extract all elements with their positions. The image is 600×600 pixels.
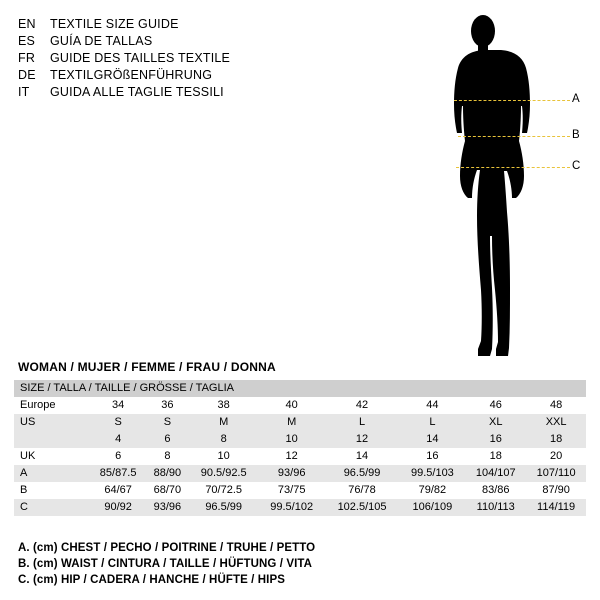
table-cell: 99.5/103: [400, 465, 466, 482]
table-cell: 99.5/102: [259, 499, 325, 516]
language-code: DE: [18, 68, 36, 82]
table-cell: 14: [325, 448, 400, 465]
language-row: [18, 33, 318, 50]
table-row: [14, 448, 586, 465]
table-cell: 16: [465, 431, 526, 448]
table-cell: 114/119: [526, 499, 586, 516]
table-cell: 93/96: [146, 499, 188, 516]
table-row: [14, 397, 586, 414]
chest-guide-line: [454, 100, 570, 101]
table-cell: 40: [259, 397, 325, 414]
hip-guide-line: [456, 167, 570, 168]
table-cell: 8: [146, 448, 188, 465]
table-cell: 42: [325, 397, 400, 414]
table-cell: 79/82: [400, 482, 466, 499]
table-cell: 104/107: [465, 465, 526, 482]
table-cell: 48: [526, 397, 586, 414]
table-cell: 34: [90, 397, 146, 414]
table-header-row: [14, 380, 586, 397]
table-cell: 44: [400, 397, 466, 414]
row-label: UK: [14, 448, 90, 465]
table-caption: WOMAN / MUJER / FEMME / FRAU / DONNA: [18, 360, 276, 374]
table-cell: 106/109: [400, 499, 466, 516]
measure-label-a: A: [572, 93, 580, 105]
language-row: [18, 67, 318, 84]
note-chest: A. (cm) CHEST / PECHO / POITRINE / TRUHE / PETTO: [18, 542, 316, 554]
table-cell: 96.5/99: [325, 465, 400, 482]
language-header-block: [18, 16, 318, 101]
row-label: [14, 431, 90, 448]
table-cell: 4: [90, 431, 146, 448]
table-cell: 76/78: [325, 482, 400, 499]
table-row: [14, 465, 586, 482]
measurement-notes: [18, 540, 578, 588]
table-row: [14, 499, 586, 516]
table-header-cell: SIZE / TALLA / TAILLE / GRÖSSE / TAGLIA: [14, 380, 586, 397]
table-cell: 36: [146, 397, 188, 414]
language-title: TEXTILGRÖßENFÜHRUNG: [50, 68, 213, 82]
table-cell: 10: [259, 431, 325, 448]
table-cell: M: [259, 414, 325, 431]
table-cell: 102.5/105: [325, 499, 400, 516]
table-cell: 38: [189, 397, 259, 414]
language-row: [18, 16, 318, 33]
language-title: GUIDA ALLE TAGLIE TESSILI: [50, 85, 224, 99]
table-cell: S: [146, 414, 188, 431]
table-row: [14, 482, 586, 499]
table-row: [14, 431, 586, 448]
table-cell: 16: [400, 448, 466, 465]
table-cell: 85/87.5: [90, 465, 146, 482]
table-cell: 83/86: [465, 482, 526, 499]
waist-guide-line: [458, 136, 570, 137]
female-silhouette-icon: [420, 8, 590, 373]
language-row: [18, 84, 318, 101]
table-cell: 70/72.5: [189, 482, 259, 499]
table-cell: 90/92: [90, 499, 146, 516]
row-label: C: [14, 499, 90, 516]
table-cell: 8: [189, 431, 259, 448]
table-cell: 46: [465, 397, 526, 414]
language-code: EN: [18, 17, 36, 31]
note-waist: B. (cm) WAIST / CINTURA / TAILLE / HÜFTUNG / VITA: [18, 558, 313, 570]
table-cell: 64/67: [90, 482, 146, 499]
table-cell: 96.5/99: [189, 499, 259, 516]
table-cell: 12: [325, 431, 400, 448]
language-code: ES: [18, 34, 36, 48]
row-label: Europe: [14, 397, 90, 414]
table-cell: 87/90: [526, 482, 586, 499]
table-cell: L: [325, 414, 400, 431]
table-cell: 88/90: [146, 465, 188, 482]
table-row: [14, 414, 586, 431]
table-cell: XXL: [526, 414, 586, 431]
row-label: US: [14, 414, 90, 431]
table-cell: 18: [465, 448, 526, 465]
measure-label-b: B: [572, 129, 580, 141]
table-cell: S: [90, 414, 146, 431]
table-cell: 107/110: [526, 465, 586, 482]
table-cell: 93/96: [259, 465, 325, 482]
table-cell: 90.5/92.5: [189, 465, 259, 482]
language-title: GUÍA DE TALLAS: [50, 34, 153, 48]
table-cell: 110/113: [465, 499, 526, 516]
row-label: A: [14, 465, 90, 482]
table-cell: 73/75: [259, 482, 325, 499]
note-hip: C. (cm) HIP / CADERA / HANCHE / HÜFTE / HIPS: [18, 574, 286, 586]
language-title: GUIDE DES TAILLES TEXTILE: [50, 51, 231, 65]
table-cell: 6: [146, 431, 188, 448]
table-cell: L: [400, 414, 466, 431]
table-cell: 6: [90, 448, 146, 465]
table-cell: 12: [259, 448, 325, 465]
table-cell: XL: [465, 414, 526, 431]
table-cell: 20: [526, 448, 586, 465]
row-label: B: [14, 482, 90, 499]
size-table: [14, 380, 586, 516]
table-cell: M: [189, 414, 259, 431]
figure-diagram: [420, 8, 590, 373]
table-cell: 18: [526, 431, 586, 448]
language-code: IT: [18, 85, 30, 99]
measure-label-c: C: [572, 160, 581, 172]
language-row: [18, 50, 318, 67]
table-cell: 14: [400, 431, 466, 448]
size-table-wrapper: [14, 380, 586, 516]
language-title: TEXTILE SIZE GUIDE: [50, 17, 179, 31]
table-cell: 68/70: [146, 482, 188, 499]
table-cell: 10: [189, 448, 259, 465]
language-code: FR: [18, 51, 36, 65]
